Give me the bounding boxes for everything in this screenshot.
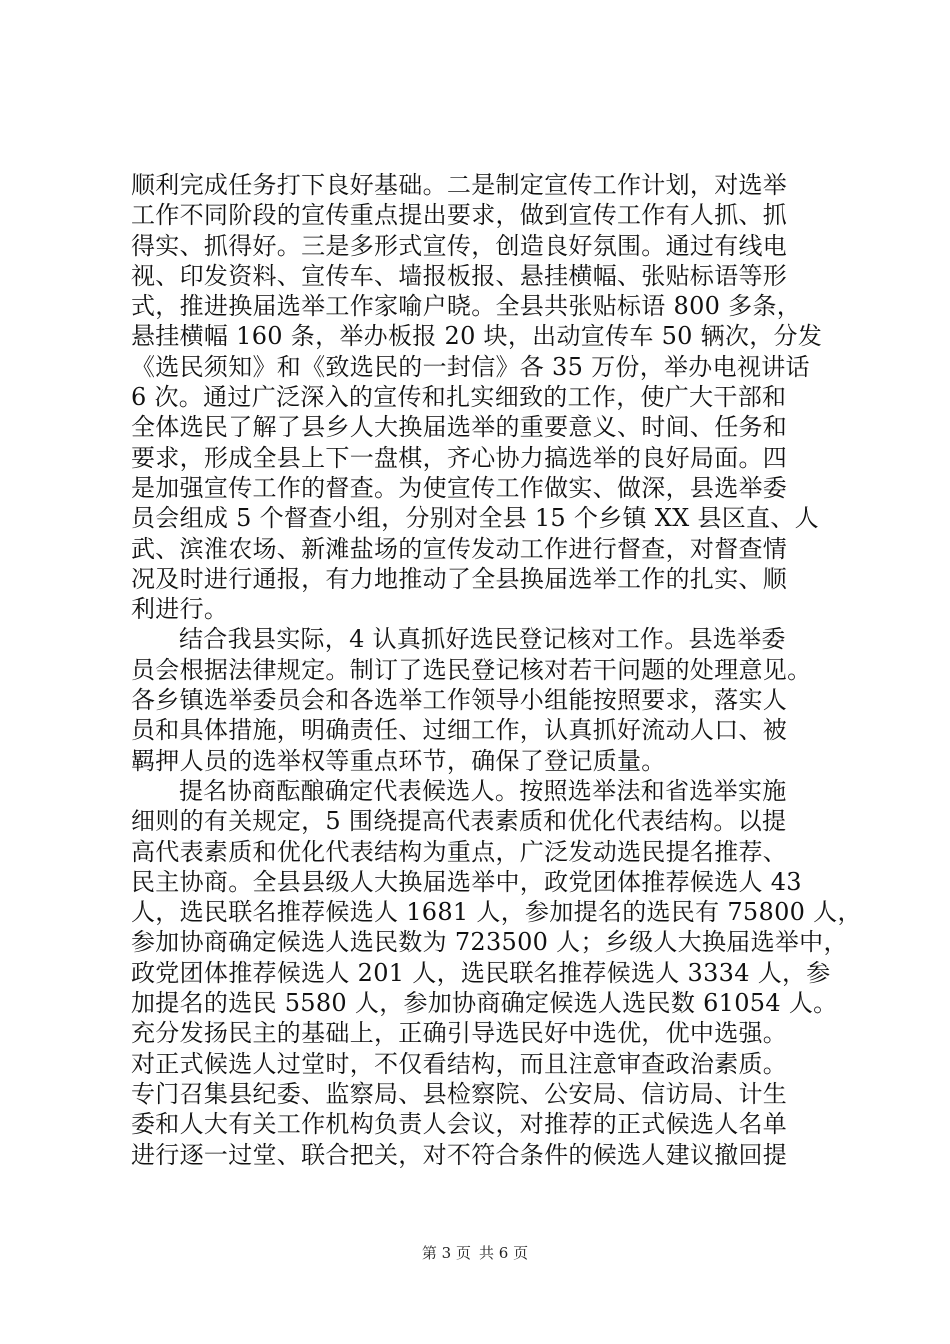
text-line: 充分发扬民主的基础上，正确引导选民好中选优，优中选强。 xyxy=(131,1019,788,1048)
text-line: 参加协商确定候选人选民数为 723500 人；乡级人大换届选举中， xyxy=(131,928,848,957)
text-line: 高代表素质和优化代表结构为重点，广泛发动选民提名推荐、 xyxy=(131,837,788,866)
body-text xyxy=(131,170,862,1170)
text-line: 是加强宣传工作的督查。为使宣传工作做实、做深，县选举委 xyxy=(131,473,788,502)
paragraph-start-line: 结合我县实际，4 认真抓好选民登记核对工作。县选举委 xyxy=(179,625,786,654)
text-line: 工作不同阶段的宣传重点提出要求，做到宣传工作有人抓、抓 xyxy=(131,201,788,230)
text-line: 《选民须知》和《致选民的一封信》各 35 万份，举办电视讲话 xyxy=(131,352,810,381)
page-total: 共 6 页 xyxy=(479,1244,529,1262)
text-line: 员和具体措施，明确责任、过细工作，认真抓好流动人口、被 xyxy=(131,716,788,745)
text-line: 员会根据法律规定。制订了选民登记核对若干问题的处理意见。 xyxy=(131,655,812,684)
text-line: 顺利完成任务打下良好基础。二是制定宣传工作计划，对选举 xyxy=(131,171,788,199)
text-line: 政党团体推荐候选人 201 人，选民联名推荐候选人 3334 人，参 xyxy=(131,958,831,987)
text-line: 利进行。 xyxy=(131,595,229,624)
text-line: 况及时进行通报，有力地推动了全县换届选举工作的扎实、顺 xyxy=(131,564,788,593)
text-line: 6 次。通过广泛深入的宣传和扎实细致的工作，使广大干部和 xyxy=(131,383,787,412)
text-line: 各乡镇选举委员会和各选举工作领导小组能按照要求，落实人 xyxy=(131,686,788,715)
text-line: 进行逐一过堂、联合把关，对不符合条件的候选人建议撤回提 xyxy=(131,1140,788,1169)
paragraph-start-line: 提名协商酝酿确定代表候选人。按照选举法和省选举实施 xyxy=(179,776,787,805)
page-footer xyxy=(0,1242,950,1263)
text-line: 视、印发资料、宣传车、墙报板报、悬挂横幅、张贴标语等形 xyxy=(131,261,788,290)
text-line: 悬挂横幅 160 条，举办板报 20 块，出动宣传车 50 辆次，分发 xyxy=(131,322,823,351)
text-line: 要求，形成全县上下一盘棋，齐心协力搞选举的良好局面。四 xyxy=(131,443,788,472)
text-line: 对正式候选人过堂时，不仅看结构，而且注意审查政治素质。 xyxy=(131,1049,788,1078)
text-line: 加提名的选民 5580 人，参加协商确定候选人选民数 61054 人。 xyxy=(131,989,838,1018)
page-number: 第 3 页 xyxy=(421,1244,471,1262)
text-line: 武、滨淮农场、新滩盐场的宣传发动工作进行督查，对督查情 xyxy=(131,534,788,563)
text-line: 人，选民联名推荐候选人 1681 人，参加提名的选民有 75800 人， xyxy=(131,898,862,927)
text-line: 全体选民了解了县乡人大换届选举的重要意义、时间、任务和 xyxy=(131,413,788,442)
text-line: 委和人大有关工作机构负责人会议，对推荐的正式候选人名单 xyxy=(131,1110,788,1139)
text-line: 专门召集县纪委、监察局、县检察院、公安局、信访局、计生 xyxy=(131,1079,788,1108)
text-line: 员会组成 5 个督查小组，分别对全县 15 个乡镇 XX 县区直、人 xyxy=(131,504,819,533)
text-line: 得实、抓得好。三是多形式宣传，创造良好氛围。通过有线电 xyxy=(131,231,788,260)
text-line: 羁押人员的选举权等重点环节，确保了登记质量。 xyxy=(131,746,666,775)
text-line: 民主协商。全县县级人大换届选举中，政党团体推荐候选人 43 xyxy=(131,867,802,896)
text-line: 细则的有关规定，5 围绕提高代表素质和优化代表结构。以提 xyxy=(131,807,787,836)
text-line: 式，推进换届选举工作家喻户晓。全县共张贴标语 800 多条， xyxy=(131,292,802,321)
